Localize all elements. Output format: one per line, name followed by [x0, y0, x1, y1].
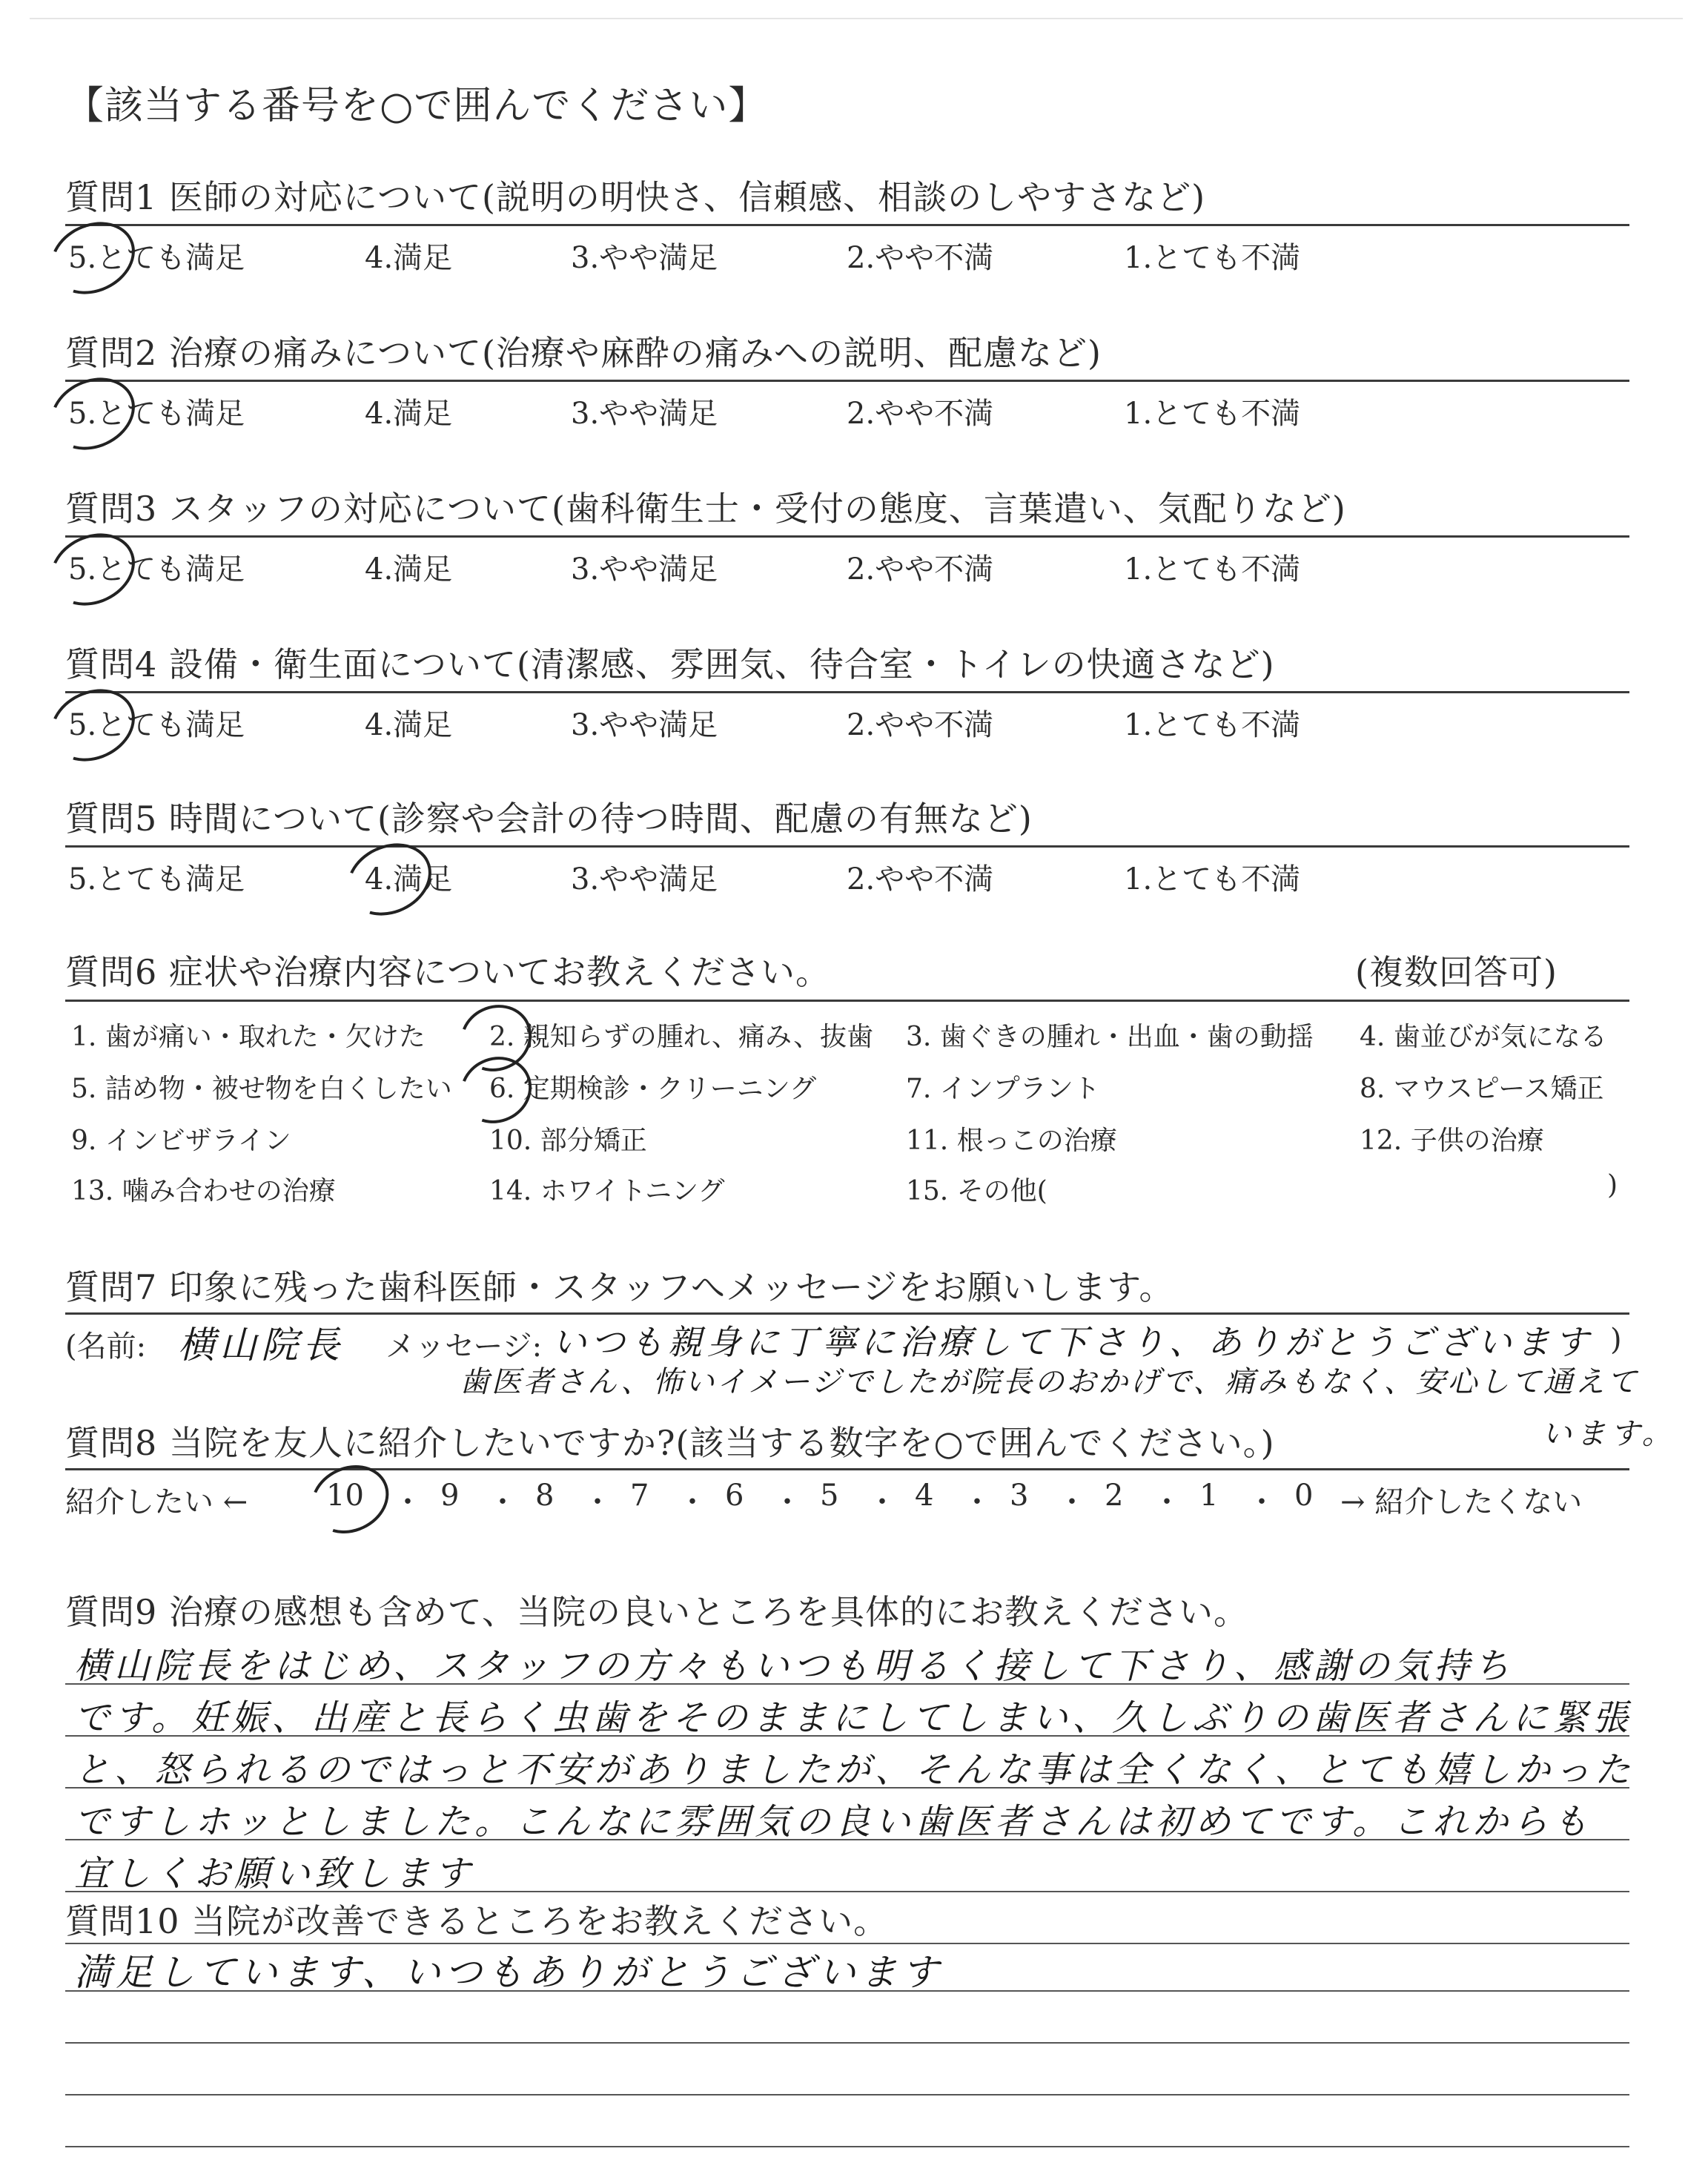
- q6-option: 15. その他(: [906, 1176, 1047, 1206]
- q8-number: 6: [725, 1479, 744, 1513]
- q5-title: 質問5 時間について(診察や会計の待つ時間、配慮の有無など): [65, 799, 1033, 839]
- q7-message-line3: います。: [1542, 1417, 1676, 1451]
- q8-number: 9: [440, 1479, 460, 1513]
- q5-option: 2.やや不満: [847, 862, 994, 896]
- q4-option: 1.とても不満: [1124, 708, 1301, 742]
- q9-line: です。妊娠、出産と長らく虫歯をそのままにしてしまい、久しぶりの歯医者さんに緊張: [74, 1697, 1633, 1739]
- q4-rule: [65, 691, 1629, 693]
- q3-option: 5.とても満足: [68, 552, 245, 587]
- q6-note: (複数回答可): [1355, 952, 1558, 992]
- q6-option: 11. 根っこの治療: [906, 1126, 1117, 1156]
- q6-option: 4. 歯並びが気になる: [1360, 1022, 1607, 1052]
- q8-dot: ・: [772, 1485, 802, 1519]
- q8-number: 10: [326, 1479, 364, 1513]
- q3-option: 3.やや満足: [571, 552, 718, 587]
- q6-option: 2. 親知らずの腫れ、痛み、抜歯: [489, 1022, 874, 1052]
- q9-line: ですしホッとしました。こんなに雰囲気の良い歯医者さんは初めてです。これからも: [74, 1801, 1593, 1843]
- q3-option: 1.とても不満: [1124, 552, 1301, 587]
- q2-option: 5.とても満足: [68, 397, 245, 431]
- q1-option: 3.やや満足: [571, 241, 718, 275]
- q6-option: 14. ホワイトニング: [489, 1176, 725, 1206]
- q6-option: 13. 噛み合わせの治療: [71, 1176, 336, 1206]
- q3-option: 2.やや不満: [847, 552, 994, 587]
- q8-answer-circle: [299, 1453, 400, 1545]
- q2-option: 3.やや満足: [571, 397, 718, 431]
- q6-option: 1. 歯が痛い・取れた・欠けた: [71, 1022, 426, 1052]
- q4-option: 2.やや不満: [847, 708, 994, 742]
- q8-number: 1: [1199, 1479, 1219, 1513]
- q2-option: 1.とても不満: [1124, 397, 1301, 431]
- q6-option: 5. 詰め物・被せ物を白くしたい: [71, 1074, 452, 1104]
- q5-option: 4.満足: [365, 862, 453, 896]
- q10-rule: [65, 2042, 1629, 2044]
- q8-dot: ・: [488, 1485, 517, 1519]
- q6-rule: [65, 1000, 1629, 1002]
- q6-option: 3. 歯ぐきの腫れ・出血・歯の動揺: [906, 1022, 1314, 1052]
- q8-right-label: → 紹介したくない: [1340, 1485, 1583, 1519]
- q5-option: 5.とても満足: [68, 862, 245, 896]
- q2-option: 2.やや不満: [847, 397, 994, 431]
- q6-title: 質問6 症状や治療内容についてお教えください。: [65, 952, 830, 992]
- q9-line: 宜しくお願い致します: [74, 1853, 475, 1895]
- page-heading: 【該当する番号を○で囲んでください】: [65, 84, 768, 128]
- q10-title: 質問10 当院が改善できるところをお教えください。: [65, 1901, 889, 1941]
- q1-option: 5.とても満足: [68, 241, 245, 275]
- q2-rule: [65, 380, 1629, 382]
- q7-close: ): [1610, 1323, 1622, 1357]
- q3-title: 質問3 スタッフの対応について(歯科衛生士・受付の態度、言葉遣い、気配りなど): [65, 489, 1346, 529]
- q9-line: と、怒られるのではっと不安がありましたが、そんな事は全くなく、とても嬉しかった: [74, 1749, 1635, 1791]
- q7-message-label: メッセージ:: [385, 1330, 543, 1364]
- q7-message-line2: 歯医者さん、怖いイメージでしたが院長のおかげで、痛みもなく、安心して通えて: [460, 1365, 1639, 1399]
- q1-rule: [65, 224, 1629, 226]
- q9-line: 横山院長をはじめ、スタッフの方々もいつも明るく接して下さり、感謝の気持ち: [74, 1645, 1515, 1687]
- q8-number: 4: [915, 1479, 934, 1513]
- q6-option: 10. 部分矯正: [489, 1126, 647, 1156]
- q5-option: 3.やや満足: [571, 862, 718, 896]
- q7-message-line1: いつも親身に丁寧に治療して下さり、ありがとうございます: [552, 1322, 1593, 1362]
- q6-option: 9. インビザライン: [71, 1126, 291, 1156]
- q8-number: 0: [1294, 1479, 1314, 1513]
- q1-option: 2.やや不満: [847, 241, 994, 275]
- q7-title: 質問7 印象に残った歯科医師・スタッフへメッセージをお願いします。: [65, 1267, 1174, 1307]
- q10-line: 満足しています、いつもありがとうございます: [74, 1951, 943, 1994]
- q8-dot: ・: [962, 1485, 992, 1519]
- q8-dot: ・: [393, 1485, 423, 1519]
- q6-option: 6. 定期検診・クリーニング: [489, 1074, 817, 1104]
- q8-dot: ・: [867, 1485, 897, 1519]
- q8-dot: ・: [1247, 1485, 1277, 1519]
- q2-option: 4.満足: [365, 397, 453, 431]
- q7-name-value: 横山院長: [178, 1324, 344, 1367]
- q2-title: 質問2 治療の痛みについて(治療や麻酔の痛みへの説明、配慮など): [65, 333, 1102, 373]
- q8-dot: ・: [1057, 1485, 1087, 1519]
- q1-option: 4.満足: [365, 241, 453, 275]
- q1-title: 質問1 医師の対応について(説明の明快さ、信頼感、相談のしやすさなど): [65, 177, 1206, 217]
- q8-dot: ・: [1152, 1485, 1182, 1519]
- q8-left-label: 紹介したい ←: [65, 1485, 248, 1519]
- q1-option: 1.とても不満: [1124, 241, 1301, 275]
- q8-number: 3: [1010, 1479, 1029, 1513]
- q8-number: 5: [820, 1479, 839, 1513]
- q6-option: 7. インプラント: [906, 1074, 1100, 1104]
- page-top-edge: [30, 18, 1683, 19]
- q7-rule: [65, 1312, 1629, 1315]
- q4-option: 3.やや満足: [571, 708, 718, 742]
- q9-title: 質問9 治療の感想も含めて、当院の良いところを具体的にお教えください。: [65, 1592, 1248, 1632]
- q6-option: 8. マウスピース矯正: [1360, 1074, 1604, 1104]
- q3-option: 4.満足: [365, 552, 453, 587]
- q6-option: 12. 子供の治療: [1360, 1126, 1544, 1156]
- q3-rule: [65, 535, 1629, 538]
- q8-dot: ・: [583, 1485, 612, 1519]
- q4-title: 質問4 設備・衛生面について(清潔感、雰囲気、待合室・トイレの快適さなど): [65, 644, 1275, 684]
- q8-number: 2: [1105, 1479, 1124, 1513]
- q4-option: 5.とても満足: [68, 708, 245, 742]
- q6-option: ): [1607, 1170, 1618, 1200]
- q7-name-label: (名前:: [65, 1330, 147, 1364]
- q4-option: 4.満足: [365, 708, 453, 742]
- q8-dot: ・: [678, 1485, 707, 1519]
- q10-rule: [65, 2146, 1629, 2147]
- q5-option: 1.とても不満: [1124, 862, 1301, 896]
- q5-rule: [65, 845, 1629, 848]
- q8-title: 質問8 当院を友人に紹介したいですか?(該当する数字を○で囲んでください。): [65, 1423, 1275, 1463]
- q10-rule: [65, 2094, 1629, 2095]
- q8-rule: [65, 1468, 1629, 1470]
- q8-number: 7: [630, 1479, 649, 1513]
- q8-number: 8: [535, 1479, 555, 1513]
